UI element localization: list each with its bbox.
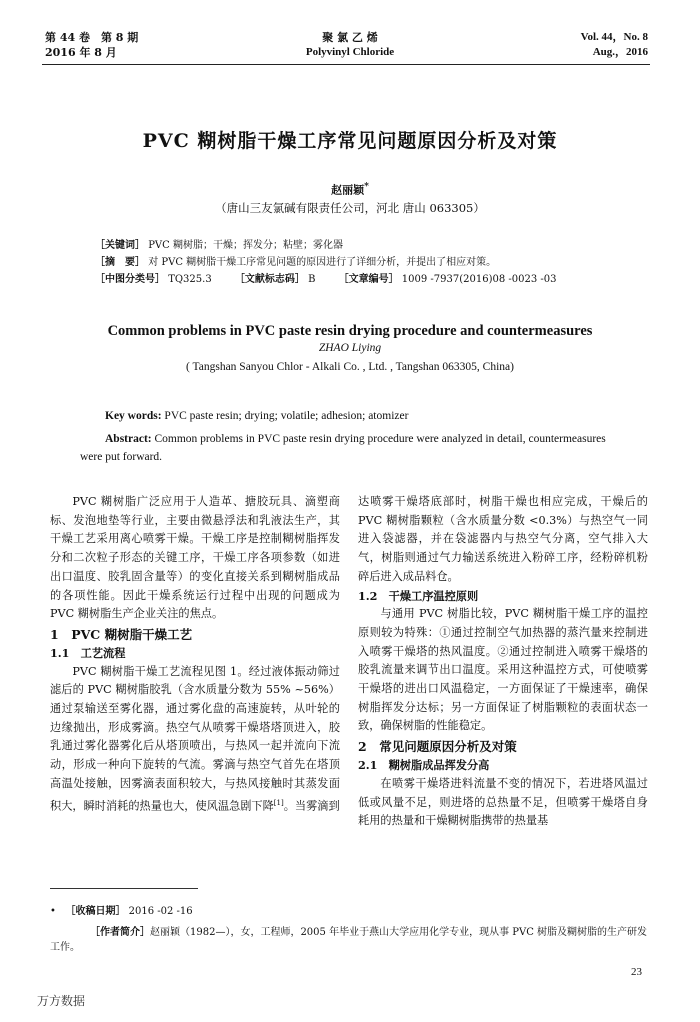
abstract-en-label: Abstract: (105, 433, 152, 445)
keywords-en-label: Key words: (105, 410, 162, 422)
section-2-heading: 2 常见问题原因分析及对策 (358, 739, 517, 755)
header-right (581, 30, 648, 60)
header-rule (42, 64, 650, 65)
process-paragraph-end: 。当雾滴到 (283, 799, 340, 813)
author-cn (0, 181, 700, 198)
abstract-cn-value: 对 PVC 糊树脂干燥工序常见问题的原因进行了详细分析，并提出了相应对策。 (148, 257, 497, 268)
abstract-en (80, 430, 625, 466)
footnote-rule (50, 888, 198, 889)
bio-label: ［作者简介］ (90, 927, 150, 938)
intro-paragraph: PVC 糊树脂广泛应用于人造革、搪胶玩具、滴塑商标、发泡地垫等行业，主要由微悬浮法和乳液法生产，其干燥工艺采用离心喷雾干燥。干燥工序是控制糊树脂挥发分和二次粒子形态的关键工序，干燥工序各项参数（如进出口温度、胶乳固含量等）的变化直接关系到糊树脂成品的各项性能。因此干燥系统运行过程中出现的问题成为 PVC 糊树脂生产企业关注的焦点。 (50, 495, 340, 621)
continued-paragraph: 达喷雾干燥塔底部时，树脂干燥也相应完成，干燥后的 PVC 糊树脂颗粒（含水质量分数 <0.3%）与热空气一同进入袋滤器，并在袋滤器内与热空气分离，空气排入大气，树脂则通过气力输送系统进入粉碎工序，经粉碎机粉碎后进入成品料仓。 (358, 495, 648, 583)
doccode-value: B (308, 274, 316, 285)
keywords-cn-value: PVC 糊树脂；干燥；挥发分；粘壁；雾化器 (148, 240, 343, 251)
header-volume-cn: 第 44 卷 第 8 期 (45, 31, 139, 44)
footnote-bio (50, 925, 650, 955)
right-column (358, 493, 648, 831)
received-value: 2016 -02 -16 (128, 906, 193, 917)
affiliation-en: ( Tangshan Sanyou Chlor - Alkali Co. , Ltd. , Tangshan 063305, China) (186, 361, 514, 373)
author-en: ZHAO Liying (318, 342, 382, 354)
section-1-2-heading: 1.2 干燥工序温控原则 (358, 588, 479, 603)
abstract-cn (95, 256, 496, 269)
affiliation-cn: （唐山三友氯碱有限责任公司，河北 唐山 063305） (215, 201, 485, 215)
reference-1[interactable]: [1] (273, 798, 284, 807)
keywords-cn (95, 239, 343, 252)
footnote-received (50, 904, 650, 919)
author-cn-name: 赵丽颖 (331, 183, 365, 197)
author-mark: * (364, 181, 369, 192)
bio-value: 赵丽颖（1982—），女，工程师，2005 年毕业于燕山大学应用化学专业，现从事 PVC 树脂及糊树脂的生产研发工作。 (50, 927, 648, 953)
temperature-paragraph: 与通用 PVC 树脂比较，PVC 糊树脂干燥工序的温控原则较为特殊：①通过控制空气加热器的蒸汽量来控制进入喷雾干燥塔的热风温度。②通过控制进入喷雾干燥塔的胶乳流量来调节出口温度。采用这种温控方式，可使喷雾干燥塔的进出口风温稳定，一方面保证了干燥速率，确保树脂挥发分达标；另一方面保证了树脂颗粒的表面状态一致，确保树脂的性能稳定。 (358, 607, 648, 733)
section-1-heading: 1 PVC 糊树脂干燥工艺 (50, 626, 193, 642)
title-cn: PVC 糊树脂干燥工序常见问题原因分析及对策 (142, 130, 558, 152)
process-paragraph (50, 663, 340, 816)
process-paragraph-text: PVC 糊树脂干燥工艺流程见图 1。经过液体振动筛过滤后的 PVC 糊树脂胶乳（含水质量分数为 55% ~56%）通过泵输送至雾化器，通过雾化盘的高速旋转，从叶轮的边缘抛出，形成雾滴。热空气从喷雾干燥塔塔顶进入，胶乳通过雾化器雾化后从塔顶喷出，与热风一起并流向下流动，形成一种向下旋转的气流。雾滴与热空气首先在塔顶高温处接触，因雾滴表面积较大，与热风接触时其蒸发面积大，瞬时消耗的热量也大，使风温急剧下降 (50, 664, 340, 813)
article-value: 1009 -7937(2016)08 -0023 -03 (401, 274, 557, 285)
header-date-cn: 2016 年 8 月 (45, 46, 117, 59)
header-date-en: Aug.，2016 (592, 46, 648, 58)
page-number: 23 (631, 966, 642, 978)
bullet-icon: • (50, 906, 56, 917)
watermark: 万方数据 (37, 994, 86, 1008)
header-journal-cn: 聚 氯 乙 烯 (322, 31, 378, 44)
left-column (50, 493, 340, 816)
received-label: ［收稿日期］ (65, 906, 126, 917)
classification-line (95, 273, 557, 286)
article-label: ［文章编号］ (338, 274, 399, 285)
header-volume-en: Vol. 44，No. 8 (580, 31, 648, 43)
keywords-en (105, 410, 408, 422)
class-value: TQ325.3 (168, 274, 212, 285)
header-journal-en: Polyvinyl Chloride (305, 46, 395, 58)
doccode-label: ［文献标志码］ (234, 274, 305, 285)
volatile-paragraph: 在喷雾干燥塔进料流量不变的情况下，若进塔风温过低或风量不足，则进塔的总热量不足，但喷雾干燥塔自身耗用的热量和干燥糊树脂携带的热量基 (358, 776, 648, 828)
keywords-en-value: PVC paste resin; drying; volatile; adhesion; atomizer (161, 410, 409, 422)
class-label: ［中图分类号］ (95, 274, 165, 285)
abstract-en-value: Common problems in PVC paste resin drying procedure were analyzed in detail, countermeasures were put forward. (80, 433, 606, 463)
keywords-cn-label: ［关键词］ (95, 240, 145, 251)
title-en: Common problems in PVC paste resin drying procedure and countermeasures (107, 323, 593, 339)
section-1-1-heading: 1.1 工艺流程 (50, 645, 126, 660)
abstract-cn-label: ［摘 要］ (95, 257, 145, 268)
section-2-1-heading: 2.1 糊树脂成品挥发分高 (358, 758, 490, 773)
